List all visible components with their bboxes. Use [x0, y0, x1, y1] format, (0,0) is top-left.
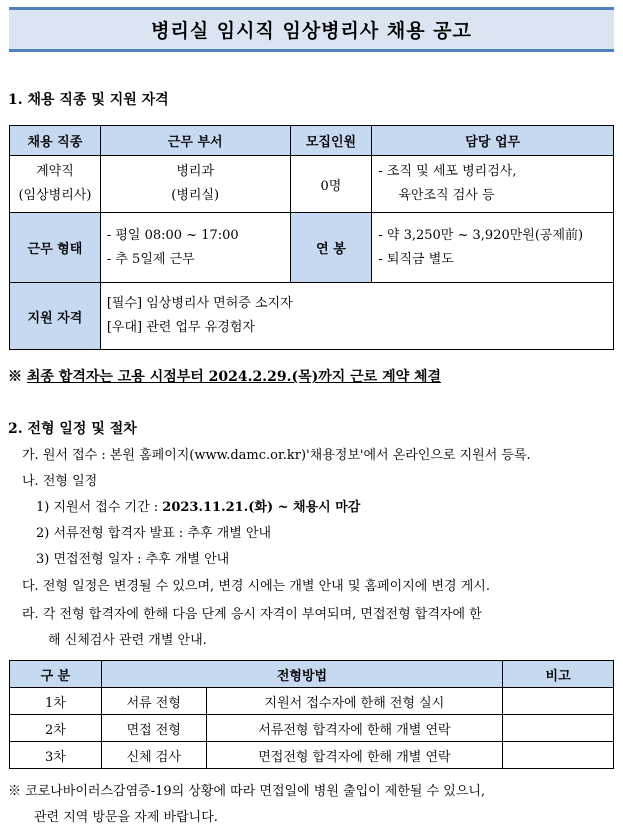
salary-line: - 퇴직금 별도: [378, 251, 454, 267]
work-form-row: [10, 213, 614, 283]
salary-label: 연 봉: [290, 213, 372, 283]
contract-notice: [8, 366, 441, 386]
notice-mark: ※: [8, 369, 27, 385]
department-line: 병리과: [176, 164, 215, 179]
salary-cell: [372, 213, 614, 283]
method-cell: 서류 전형: [101, 688, 206, 715]
table-row: [10, 742, 614, 769]
method-cell: 면접 전형: [101, 715, 206, 742]
qualification-line: [우대] 관련 업무 유경험자: [106, 320, 255, 335]
duties-line: - 조직 및 세포 병리검사,: [378, 164, 517, 179]
process-table-header: [10, 661, 614, 688]
note-cell: [503, 742, 614, 769]
covid-footnote-cont: 관련 지역 방문을 자제 바랍니다.: [34, 810, 218, 825]
header-job-type: 채용 직종: [10, 126, 101, 156]
headcount-cell: 0명: [290, 156, 372, 213]
description-cell: 서류전형 합격자에 한해 개별 연락: [206, 715, 502, 742]
schedule-1-label: 1) 지원서 접수 기간 :: [36, 500, 163, 515]
section2-heading: 2. 전형 일정 및 절차: [8, 421, 137, 437]
qualification-line: [필수] 임상병리사 면허증 소지자: [106, 296, 293, 311]
header-note: 비고: [503, 661, 614, 688]
note-cell: [503, 715, 614, 742]
stage-cell: 2차: [10, 715, 102, 742]
page-title: 병리실 임시직 임상병리사 채용 공고: [9, 7, 614, 52]
header-duties: 담당 업무: [372, 126, 614, 156]
qualification-row: [10, 283, 614, 350]
item-schedule-2: 2) 서류전형 합격자 발표 : 추후 개별 안내: [36, 526, 272, 541]
table-row: [10, 688, 614, 715]
work-form-line: - 추 5일제 근무: [106, 251, 195, 267]
work-form-cell: [100, 213, 290, 283]
item-schedule-3: 3) 면접전형 일자 : 추후 개별 안내: [36, 552, 230, 567]
stage-cell: 1차: [10, 688, 102, 715]
job-type-line: 계약직: [36, 164, 74, 179]
item-application: 가. 원서 접수 : 본원 홈페이지(www.damc.or.kr)'채용정보'에서 온라인으로 지원서 등록.: [22, 448, 531, 463]
notice-text: 최종 합격자는 고용 시점부터 2024.2.29.(목)까지 근로 계약 체결: [26, 369, 442, 385]
department-line: (병리실): [171, 188, 220, 203]
stage-cell: 3차: [10, 742, 102, 769]
job-type-line: (임상병리사): [18, 188, 92, 203]
recruitment-table-header: [10, 126, 614, 156]
schedule-1-date: 2023.11.21.(화) ~ 채용시 마감: [162, 500, 361, 515]
item-schedule: 나. 전형 일정: [22, 474, 98, 489]
work-form-line: - 평일 08:00 ~ 17:00: [106, 227, 239, 243]
section1-heading: 1. 채용 직종 및 지원 자격: [8, 92, 169, 108]
qualification-label: 지원 자격: [10, 283, 101, 350]
item-schedule-1: [36, 496, 360, 515]
recruitment-table: [9, 125, 614, 350]
table-row: [10, 715, 614, 742]
note-cell: [503, 688, 614, 715]
item-change-notice: 다. 전형 일정은 변경될 수 있으며, 변경 시에는 개별 안내 및 홈페이지에 변경 게시.: [22, 579, 490, 594]
header-stage: 구 분: [10, 661, 102, 688]
salary-line: - 약 3,250만 ~ 3,920만원(공제前): [378, 227, 584, 243]
description-cell: 면접전형 합격자에 한해 개별 연락: [206, 742, 502, 769]
qualification-cell: [100, 283, 613, 350]
job-type-cell: [10, 156, 101, 213]
covid-footnote: ※ 코로나바이러스감염증-19의 상황에 따라 면접일에 병원 출입이 제한될 수 있으니,: [8, 784, 486, 799]
header-method: 전형방법: [101, 661, 502, 688]
description-cell: 지원서 접수자에 한해 전형 실시: [206, 688, 502, 715]
duties-cell: [372, 156, 614, 213]
item-next-stage-cont: 해 신체검사 관련 개별 안내.: [48, 633, 207, 648]
method-cell: 신체 검사: [101, 742, 206, 769]
duties-line: 육안조직 검사 등: [398, 188, 495, 203]
header-department: 근무 부서: [100, 126, 290, 156]
process-table: [9, 660, 614, 769]
department-cell: [100, 156, 290, 213]
item-next-stage: 라. 각 전형 합격자에 한해 다음 단계 응시 자격이 부여되며, 면접전형 합격자에 한: [22, 607, 482, 622]
work-form-label: 근무 형태: [10, 213, 101, 283]
recruitment-table-row: [10, 156, 614, 213]
header-headcount: 모집인원: [290, 126, 372, 156]
